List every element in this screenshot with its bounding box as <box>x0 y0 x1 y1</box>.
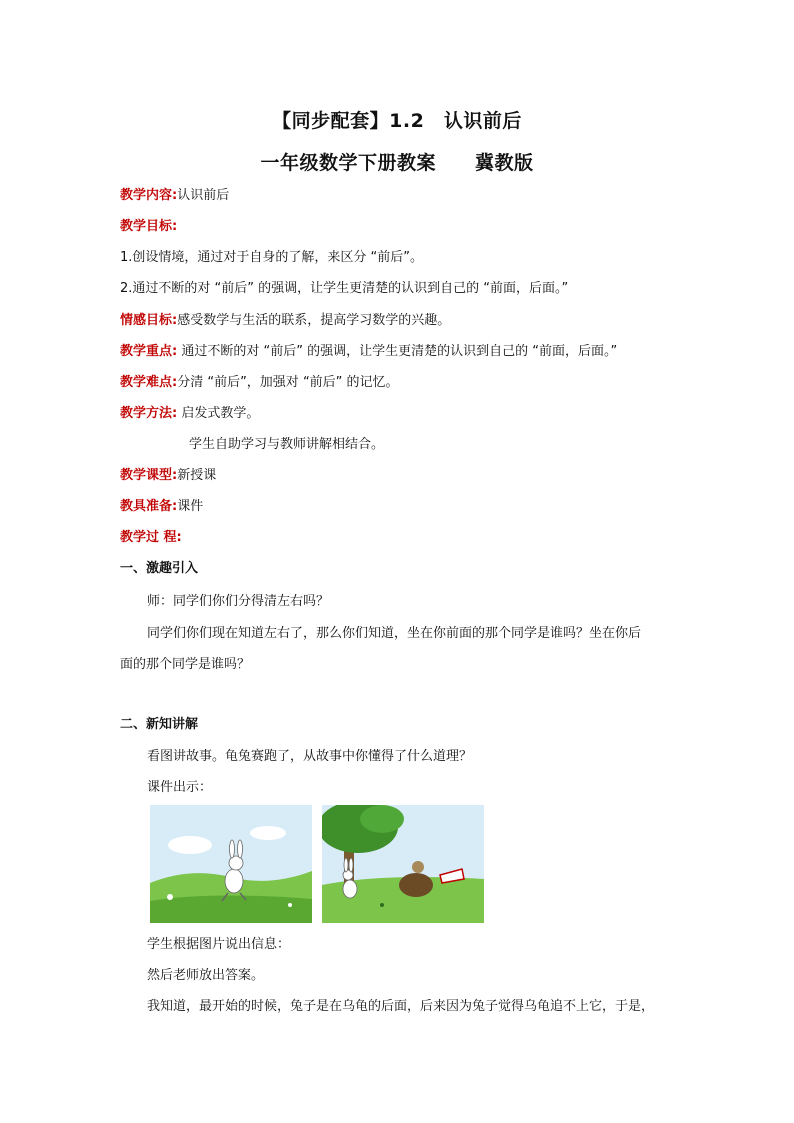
process-label: 教学过 程: <box>120 530 182 545</box>
section-2-heading: 二、新知讲解 <box>120 717 199 732</box>
tools-value: 课件 <box>177 499 204 514</box>
section-2-paragraph-1: 看图讲故事。龟兔赛跑了，从故事中你懂得了什么道理？ <box>147 749 473 764</box>
section-2-paragraph-4: 然后老师放出答案。 <box>147 968 265 983</box>
method-label: 教学方法: <box>120 406 178 421</box>
tools-row <box>120 497 203 517</box>
lesson-type-row <box>120 466 216 486</box>
difficulty-value: 分清 “前后”，加强对 “前后” 的记忆。 <box>177 375 399 390</box>
section-1-paragraph-1: 师：同学们你们分得清左右吗？ <box>147 594 330 609</box>
goals-label: 教学目标: <box>120 219 178 234</box>
difficulty-label: 教学难点: <box>120 375 178 390</box>
lesson-type-value: 新授课 <box>177 468 217 483</box>
goal-2: 2.通过不断的对 “前后” 的强调，让学生更清楚的认识到自己的 “前面，后面。” <box>120 281 569 296</box>
key-point-value: 通过不断的对 “前后” 的强调，让学生更清楚的认识到自己的 “前面，后面。” <box>181 344 618 359</box>
section-2-paragraph-3: 学生根据图片说出信息： <box>147 937 291 952</box>
emotion-value: 感受数学与生活的联系，提高学习数学的兴趣。 <box>177 313 451 328</box>
section-2-paragraph-2: 课件出示： <box>147 780 213 795</box>
document-subtitle: 一年级数学下册教案 冀教版 <box>260 152 534 174</box>
key-point-row <box>120 342 617 362</box>
emotion-row <box>120 311 450 331</box>
method-value-2: 学生自助学习与教师讲解相结合。 <box>189 437 385 452</box>
goal-1: 1.创设情境，通过对于自身的了解，来区分 “前后”。 <box>120 250 424 265</box>
section-1-paragraph-2-line-2: 面的那个同学是谁吗？ <box>120 657 251 672</box>
content-label: 教学内容: <box>120 188 178 203</box>
tools-label: 教具准备: <box>120 499 178 514</box>
method-row <box>120 404 259 424</box>
story-illustration <box>150 805 486 923</box>
emotion-label: 情感目标: <box>120 313 178 328</box>
content-row <box>120 186 229 206</box>
difficulty-row <box>120 373 399 393</box>
goals-row <box>120 217 177 237</box>
section-1-paragraph-2-line-1: 同学们你们现在知道左右了，那么你们知道，坐在你前面的那个同学是谁吗？坐在你后 <box>147 626 642 641</box>
document-title: 【同步配套】1.2 认识前后 <box>272 110 522 132</box>
key-point-label: 教学重点: <box>120 344 178 359</box>
process-row <box>120 528 182 548</box>
content-value: 认识前后 <box>177 188 230 203</box>
section-2-paragraph-5: 我知道，最开始的时候，兔子是在乌龟的后面，后来因为兔子觉得乌龟追不上它，于是， <box>147 999 655 1014</box>
lesson-type-label: 教学课型: <box>120 468 178 483</box>
method-value-1: 启发式教学。 <box>181 406 260 421</box>
rabbit-running-image <box>150 805 312 923</box>
rabbit-and-tortoise-image <box>322 805 484 923</box>
section-1-heading: 一、激趣引入 <box>120 561 199 576</box>
